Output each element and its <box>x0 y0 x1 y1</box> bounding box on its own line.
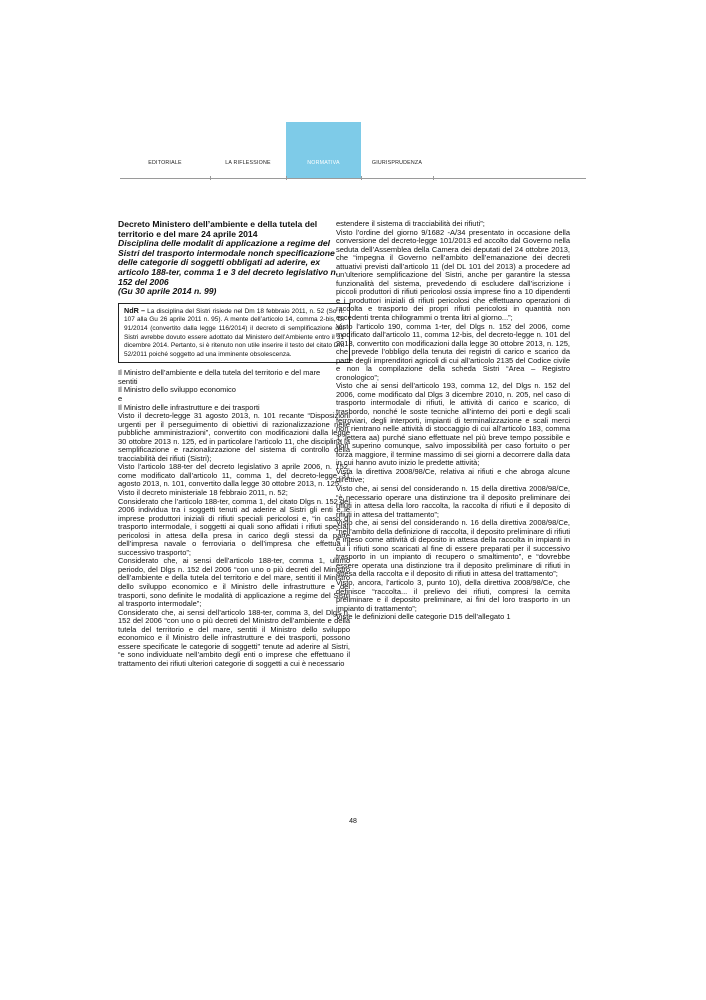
gazzetta-reference: (Gu 30 aprile 2014 n. 99) <box>118 286 217 297</box>
tab-giurisprudenza[interactable]: GIURISPRUDENZA <box>371 160 423 166</box>
paragraph: Considerato che, ai sensi dell’articolo 188-ter, comma 1, ultimo periodo, del Dlgs n. 152 del 2006 “con uno o più decreti del Ministro dell’ambiente e della tutela del territorio e del mare, sentiti il Ministro dello sviluppo economico e il Ministro delle infrastrutture e dei trasporti, sono definite le modalità di applicazione a regime del Sistri al trasporto intermodale”; <box>118 556 350 609</box>
paragraph: Considerato che, ai sensi dell’articolo 188-ter, comma 3, del Dlgs n. 152 del 2006 “con uno o più decreti del Ministro dell’ambiente e della tutela del territorio e del mare, sentiti il Ministro dello sviluppo economico e il Ministro delle infrastrutture e dei trasporti, possono essere specificate le categorie di soggetti” tenute ad aderire al Sistri, “e sono individuate nell’ambito degli enti o imprese che effettuano il trattamento dei rifiuti ulteriori categorie di soggetti a cui è necessario <box>118 607 350 668</box>
paragraph: Visto l’articolo 190, comma 1-ter, del Dlgs n. 152 del 2006, come modificato dall’articolo 11, comma 12-bis, del decreto-legge n. 101 del 2013, convertito con modificazioni dalla legge 30 ottobre 2013, n. 125, che prevede l’obbligo della tenuta dei registri di carico e scarico da parte degli imprenditori agricoli di cui all’articolo 2135 del Codice civile e non la compilazione della scheda Sistri “Area – Registro cronologico”; <box>336 321 570 382</box>
paragraph: Il Ministro dell’ambiente e della tutela del territorio e del mare <box>118 368 321 378</box>
title-subtitle: Disciplina delle modalit di applicazione a regime del Sistri del trasporto intermodale nonch specificazione delle categorie di soggetti obbligati ad aderire, ex articolo 188-ter, comma 1 e 3 del decreto legislativo n. 152 del 2006 <box>118 238 339 287</box>
paragraph: Visto l’articolo 188-ter del decreto legislativo 3 aprile 2006, n. 152, come modificato dall’articolo 11, comma 1, del decreto-legge 31 agosto 2013, n. 101, convertito dalla legge 30 ottobre 2013, n. 125; <box>118 462 350 489</box>
editor-note-box <box>118 303 350 364</box>
nav-tick <box>361 176 362 180</box>
paragraph: Il Ministro delle infrastrutture e dei trasporti <box>118 402 260 412</box>
editor-note-text: La disciplina del Sistri risiede nel Dm 18 febbraio 2011, n. 52 (So n. 107 alla Gu 26 aprile 2011 n. 95). A mente dell’articolo 14, comma 2-bis, Dl 91/2014 (convertito dalla legge 116/2014) il decreto di semplificazione del Sistri avrebbe dovuto essere adottato dal Ministero dell’Ambiente entro il 31 dicembre 2014. Pertanto, si è ritenuto non utile inserire il testo del citato Dm 52/2011 poiché soggetto ad una imminente obsolescenza. <box>124 307 344 358</box>
page-number: 48 <box>349 818 357 825</box>
paragraph: Visto che ai sensi dell’articolo 193, comma 12, del Dlgs n. 152 del 2006, come modificato dal Dlgs 3 dicembre 2010, n. 205, nel caso di trasporto intermodale di rifiuti, le attività di carico e scarico, di trasbordo, nonché le soste tecniche all’interno dei porti e degli scali ferroviari, degli interporti, impianti di terminalizzazione e scali merci non rientrano nelle attività di stoccaggio di cui all’articolo 183, comma 1, lettera aa) purché siano effettuate nel più breve tempo possibile e non superino comunque, salvo impossibilità per caso fortuito o per forza maggiore, il termine massimo di sei giorni a decorrere dalla data in cui hanno avuto inizio le predette attività; <box>336 381 570 468</box>
nav-divider <box>120 178 586 179</box>
paragraph: sentiti <box>118 376 138 386</box>
title-main: Decreto Ministero dell’ambiente e della tutela del territorio e del mare 24 aprile 2014 <box>118 219 318 239</box>
paragraph: e <box>118 393 123 403</box>
paragraph: estendere il sistema di tracciabilità dei rifiuti”; <box>336 219 485 228</box>
tab-normativa[interactable]: NORMATIVA <box>307 160 340 166</box>
paragraph: Visto il decreto-legge 31 agosto 2013, n. 101 recante “Disposizioni urgenti per il perseguimento di obiettivi di razionalizzazione nelle pubbliche amministrazioni”, convertito con modificazioni dalla legge 30 ottobre 2013 n. 125, ed in particolare l’articolo 11, che disciplina la semplificazione e razionalizzazione del sistema di controllo della tracciabilità dei rifiuti (Sistri); <box>118 411 350 463</box>
editor-note-label: NdR – <box>124 305 146 315</box>
nav-tick <box>433 176 434 180</box>
paragraph: Considerato che l’articolo 188-ter, comma 1, del citato Dlgs n. 152 del 2006 individua tra i soggetti tenuti ad aderire al Sistri gli enti e le imprese produttori iniziali di rifiuti speciali pericolosi e, “in caso di trasporto intermodale, i soggetti ai quali sono affidati i rifiuti speciali pericolosi in attesa della presa in carico degli stessi da parte dell’impresa navale o ferroviaria o dell’impresa che effettua il successivo trasporto”; <box>118 496 350 557</box>
tab-la-riflessione[interactable]: LA RIFLESSIONE <box>225 160 271 166</box>
paragraph: Il Ministro dello sviluppo economico <box>118 385 236 395</box>
paragraph: Visto l’ordine del giorno 9/1682 -A/34 presentato in occasione della conversione del decreto-legge 101/2013 ed accolto dal Governo nella seduta dell’Assemblea della Camera dei deputati del 24 ottobre 2013, che “impegna il Governo nell’ambito dell’emanazione dei decreti attuativi previsti dall’articolo 11 (del DL 101 del 2013) a procedere ad un’ulteriore semplificazione del Sistri, anche per garantire la stessa funzionalità del sistema, prevedendo di escludere dall’iscrizione i piccoli produttori di rifiuti pericolosi ossia imprese fino a 10 dipendenti e i produttori iniziali di rifiuti pericolosi che effettuano operazioni di raccolta e trasporto dei propri rifiuti pericolosi in quantità non eccedenti trenta chilogrammi o trenta litri al giorno...”; <box>336 227 570 323</box>
paragraph: Visto il decreto ministeriale 18 febbraio 2011, n. 52; <box>118 487 288 497</box>
paragraph: Vista la direttiva 2008/98/Ce, relativa ai rifiuti e che abroga alcune direttive; <box>336 466 570 485</box>
tab-editoriale[interactable]: EDITORIALE <box>148 160 182 166</box>
paragraph: Visto che, ai sensi del considerando n. 16 della direttiva 2008/98/Ce, “nell’ambito della definizione di raccolta, il deposito preliminare di rifiuti è inteso come attività di deposito in attesa della raccolta in impianti in cui i rifiuti sono scaricati al fine di essere preparati per il successivo trasporto in un impianto di recupero o smaltimento”, e “dovrebbe essere operata una distinzione tra il deposito preliminare di rifiuti in attesa della raccolta e il deposito di rifiuti in attesa del trattamento”; <box>336 518 570 579</box>
right-column <box>336 220 570 622</box>
section-nav <box>120 160 586 172</box>
paragraph: Viste le definizioni delle categorie D15 dell’allegato 1 <box>336 612 511 622</box>
paragraph: Visto, ancora, l’articolo 3, punto 10), della direttiva 2008/98/Ce, che definisce “raccolta... il prelievo dei rifiuti, compresi la cernita preliminare e il deposito preliminare, ai fini del loro trasporto in un impianto di trattamento”; <box>336 577 570 613</box>
nav-tick <box>210 176 211 180</box>
left-column <box>118 220 350 668</box>
paragraph: Visto che, ai sensi del considerando n. 15 della direttiva 2008/98/Ce, “è necessario operare una distinzione tra il deposito preliminare dei rifiuti in attesa della loro raccolta, la raccolta di rifiuti e il deposito di rifiuti in attesa del trattamento”; <box>336 483 570 519</box>
article-title <box>118 220 350 287</box>
nav-tick <box>286 176 287 180</box>
